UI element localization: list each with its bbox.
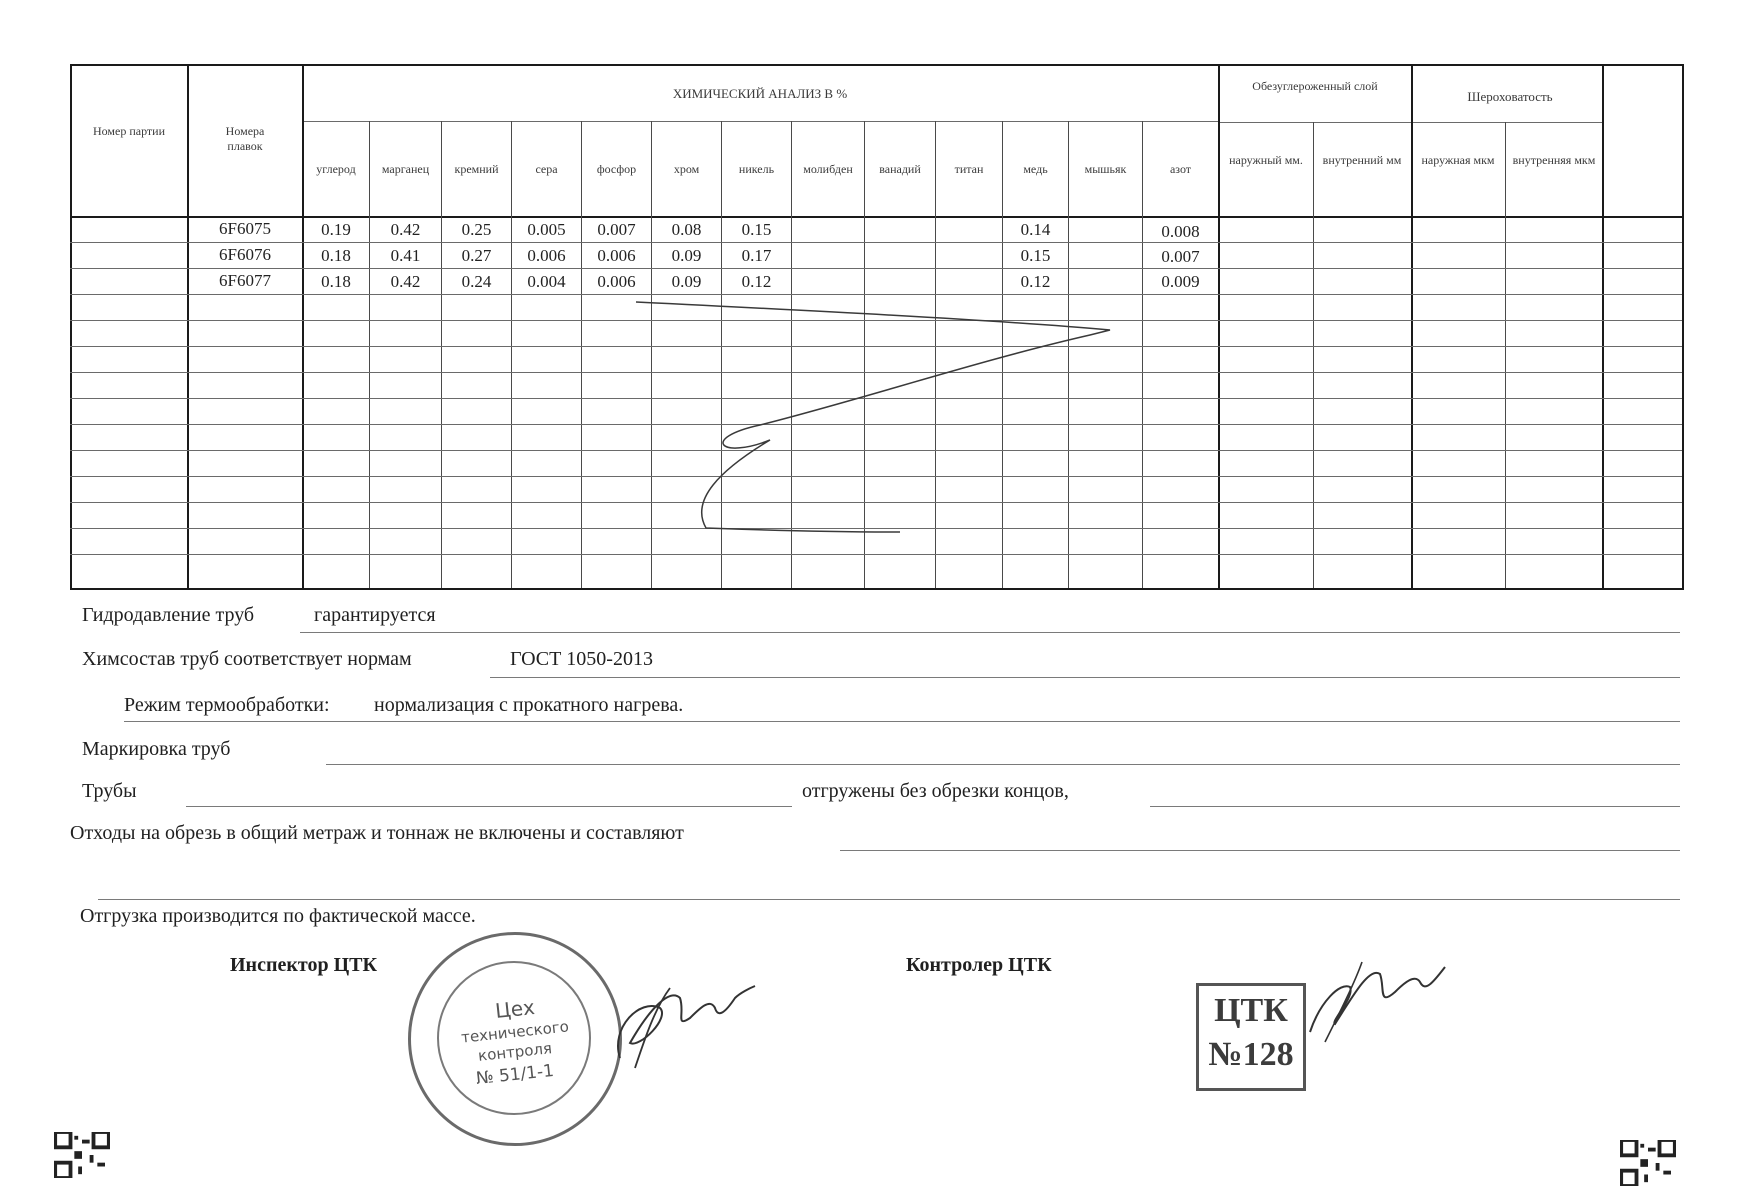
header-element: марганец bbox=[381, 162, 430, 176]
value-chromium: 0.08 bbox=[671, 220, 702, 239]
value-manganese: 0.42 bbox=[390, 220, 421, 239]
stamp-text: №128 bbox=[1208, 1036, 1294, 1073]
value-sulfur: 0.005 bbox=[527, 220, 566, 239]
value-silicon: 0.24 bbox=[461, 272, 492, 291]
header-element: кремний bbox=[454, 162, 499, 176]
value-carbon: 0.18 bbox=[321, 246, 351, 265]
chem-composition-label: Химсостав труб соответствует нормам bbox=[82, 648, 412, 670]
value-manganese: 0.42 bbox=[390, 272, 421, 291]
stamp-text: технического bbox=[460, 1017, 570, 1047]
header-element: медь bbox=[1023, 162, 1048, 176]
controller-signature bbox=[1300, 952, 1460, 1052]
header-element: сера bbox=[535, 162, 558, 176]
rect-stamp bbox=[1196, 983, 1306, 1091]
value-copper: 0.12 bbox=[1020, 272, 1051, 291]
marking-label: Маркировка труб bbox=[82, 738, 231, 760]
value-silicon: 0.27 bbox=[461, 246, 492, 265]
heat-number: 6F6075 bbox=[219, 219, 271, 238]
header-element: молибден bbox=[803, 162, 853, 176]
header-element: азот bbox=[1169, 162, 1192, 176]
header-element: фосфор bbox=[596, 162, 637, 176]
header-party-number: Номер партии bbox=[92, 124, 166, 138]
value-manganese: 0.41 bbox=[390, 246, 421, 265]
heat-number: 6F6077 bbox=[219, 271, 271, 290]
value-nitrogen: 0.007 bbox=[1161, 247, 1200, 266]
header-element: хром bbox=[673, 162, 700, 176]
header-element: мышьяк bbox=[1084, 162, 1127, 176]
value-carbon: 0.18 bbox=[321, 272, 351, 291]
value-phosphorus: 0.006 bbox=[597, 246, 636, 265]
value-copper: 0.15 bbox=[1020, 246, 1051, 265]
value-chromium: 0.09 bbox=[671, 272, 702, 291]
header-decarburized-layer: Обезуглероженный слой bbox=[1252, 79, 1378, 93]
value-chromium: 0.09 bbox=[671, 246, 702, 265]
value-phosphorus: 0.007 bbox=[597, 220, 636, 239]
value-sulfur: 0.004 bbox=[527, 272, 566, 291]
stamp-text: Цех bbox=[494, 994, 536, 1024]
header-roughness: Шероховатость bbox=[1467, 89, 1553, 104]
waste-label: Отходы на обрезь в общий метраж и тоннаж не включены и составляют bbox=[70, 822, 684, 844]
value-carbon: 0.19 bbox=[321, 220, 351, 239]
header-chemical-analysis: ХИМИЧЕСКИЙ АНАЛИЗ В % bbox=[672, 86, 848, 101]
stamp-text: № 51/1-1 bbox=[475, 1060, 555, 1090]
value-copper: 0.14 bbox=[1020, 220, 1051, 239]
inspector-signature bbox=[600, 968, 760, 1078]
heat-number: 6F6076 bbox=[219, 245, 271, 264]
stamp-text: ЦТК bbox=[1214, 992, 1288, 1029]
header-element: углерод bbox=[316, 162, 356, 176]
value-nitrogen: 0.009 bbox=[1161, 272, 1200, 291]
qr-code-right bbox=[1620, 1140, 1676, 1186]
heat-treatment-value: нормализация с прокатного нагрева. bbox=[374, 694, 684, 716]
header-inner-mm: внутренний мм bbox=[1322, 153, 1402, 167]
header-element: титан bbox=[954, 162, 984, 176]
value-sulfur: 0.006 bbox=[527, 246, 566, 265]
header-element: никель bbox=[738, 162, 775, 176]
header-outer-um: наружная мкм bbox=[1421, 153, 1495, 167]
value-phosphorus: 0.006 bbox=[597, 272, 636, 291]
header-outer-mm: наружный мм. bbox=[1229, 153, 1303, 167]
hydro-value: гарантируется bbox=[314, 604, 436, 626]
inspector-label: Инспектор ЦТК bbox=[230, 954, 377, 976]
hydro-label: Гидродавление труб bbox=[82, 604, 255, 626]
value-nickel: 0.12 bbox=[741, 272, 772, 291]
pipes-label: Трубы bbox=[82, 780, 137, 802]
chem-composition-value: ГОСТ 1050-2013 bbox=[510, 648, 653, 670]
stamp-text: контроля bbox=[477, 1039, 553, 1065]
shipment-note: Отгрузка производится по фактической массе. bbox=[80, 905, 476, 927]
value-silicon: 0.25 bbox=[461, 220, 492, 239]
heat-treatment-label: Режим термообработки: bbox=[124, 694, 330, 716]
header-heat-numbers: Номера плавок bbox=[225, 124, 265, 153]
controller-label: Контролер ЦТК bbox=[906, 954, 1052, 976]
pipes-shipped-value: отгружены без обрезки концов, bbox=[802, 780, 1069, 802]
value-nitrogen: 0.008 bbox=[1161, 222, 1200, 241]
header-inner-um: внутренняя мкм bbox=[1512, 153, 1596, 167]
value-nickel: 0.15 bbox=[741, 220, 772, 239]
round-stamp bbox=[408, 932, 622, 1146]
header-element: ванадий bbox=[879, 162, 921, 176]
value-nickel: 0.17 bbox=[741, 246, 772, 265]
qr-code-left bbox=[54, 1132, 110, 1178]
